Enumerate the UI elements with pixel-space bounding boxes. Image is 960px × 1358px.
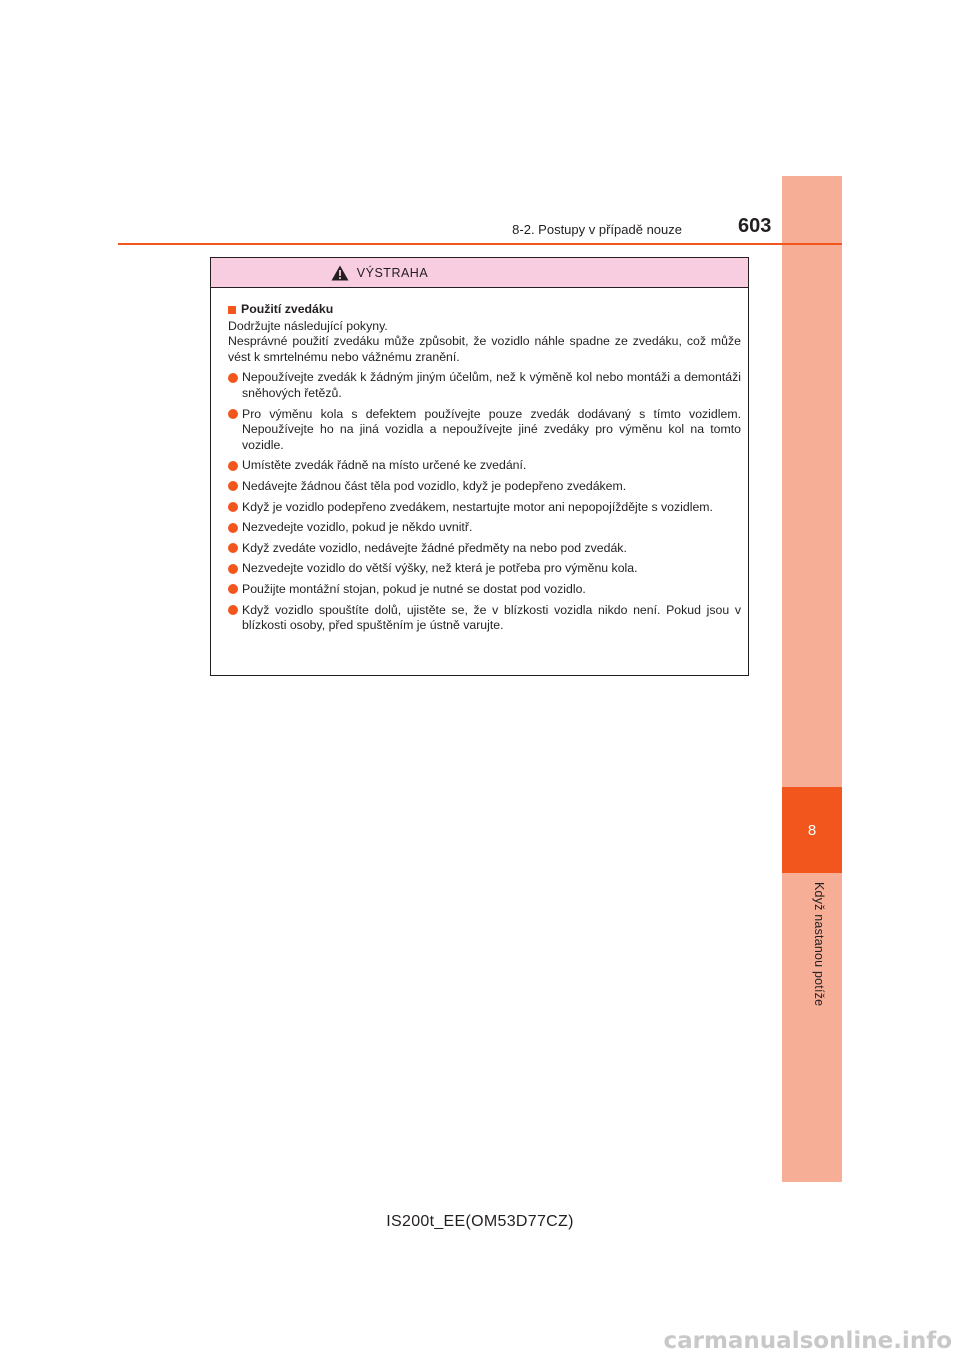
list-item — [228, 561, 741, 577]
list-item-text: Nedávejte žádnou část těla pod vozidlo, když je podepřeno zvedákem. — [242, 478, 627, 493]
list-item — [228, 500, 741, 516]
list-item-text: Nepoužívejte zvedák k žádným jiným účelům, než k výměně kol nebo montáži a demontáži sněhových řetězů. — [242, 370, 741, 400]
warning-header — [211, 258, 748, 288]
warning-triangle-icon — [331, 265, 349, 281]
list-item — [228, 370, 741, 401]
list-item — [228, 407, 741, 454]
list-item — [228, 541, 741, 557]
document-code: IS200t_EE(OM53D77CZ) — [386, 1213, 574, 1230]
list-item-text: Nezvedejte vozidlo do větší výšky, než která je potřeba pro výměnu kola. — [242, 561, 638, 576]
list-item — [228, 479, 741, 495]
page-number: 603 — [738, 215, 772, 237]
list-item-text: Když vozidlo spouštíte dolů, ujistěte se, že v blízkosti vozidla nikdo není. Pokud jsou v blízkosti osoby, před spuštěním je ústně varujte. — [242, 602, 741, 633]
warning-subheading — [228, 302, 741, 318]
list-item — [228, 520, 741, 536]
list-item-text: Nezvedejte vozidlo, pokud je někdo uvnitř. — [242, 520, 473, 535]
warning-title: VÝSTRAHA — [356, 265, 429, 280]
bullet-dot-icon — [228, 502, 238, 512]
intro-line: Dodržujte následující pokyny. — [228, 318, 388, 333]
chapter-number: 8 — [807, 821, 817, 839]
header-rule — [118, 243, 842, 245]
list-item-text: Když je vozidlo podepřeno zvedákem, nestartujte motor ani nepopojíždějte s vozidlem. — [242, 499, 713, 514]
list-item-text: Když zvedáte vozidlo, nedávejte žádné předměty na nebo pod zvedák. — [242, 540, 627, 555]
warning-subheading-text: Použití zvedáku — [241, 302, 334, 316]
bullet-dot-icon — [228, 373, 238, 383]
chapter-number-box — [782, 787, 842, 873]
list-item-text: Použijte montážní stojan, pokud je nutné se dostat pod vozidlo. — [242, 581, 586, 596]
bullet-dot-icon — [228, 543, 238, 553]
bullet-dot-icon — [228, 564, 238, 574]
warning-box — [210, 257, 749, 676]
intro-line: Nesprávné použití zvedáku může způsobit, že vozidlo náhle spadne ze zvedáku, což může vést k smrtelnému nebo vážnému zranění. — [228, 334, 741, 364]
list-item-text: Umístěte zvedák řádně na místo určené ke zvedání. — [242, 458, 527, 473]
bullet-dot-icon — [228, 523, 238, 533]
warning-body — [211, 288, 748, 634]
chapter-title: Když nastanou potíže — [812, 882, 826, 1007]
side-tab-band — [782, 176, 842, 1182]
warning-intro — [228, 319, 741, 366]
section-title: 8-2. Postupy v případě nouze — [512, 222, 682, 237]
list-item — [228, 582, 741, 598]
watermark: carmanualsonline.info — [663, 1328, 952, 1354]
bullet-dot-icon — [228, 584, 238, 594]
list-item — [228, 603, 741, 634]
list-item — [228, 458, 741, 474]
list-item-text: Pro výměnu kola s defektem používejte pouze zvedák dodávaný s tímto vozidlem. Nepoužívejte ho na jiná vozidla a nepoužívejte jiné zvedáky pro výměnu kol na tomto vozidle. — [242, 406, 741, 452]
square-bullet-icon — [228, 306, 236, 314]
bullet-dot-icon — [228, 605, 238, 615]
bullet-dot-icon — [228, 409, 238, 419]
bullet-dot-icon — [228, 461, 238, 471]
bullet-dot-icon — [228, 481, 238, 491]
